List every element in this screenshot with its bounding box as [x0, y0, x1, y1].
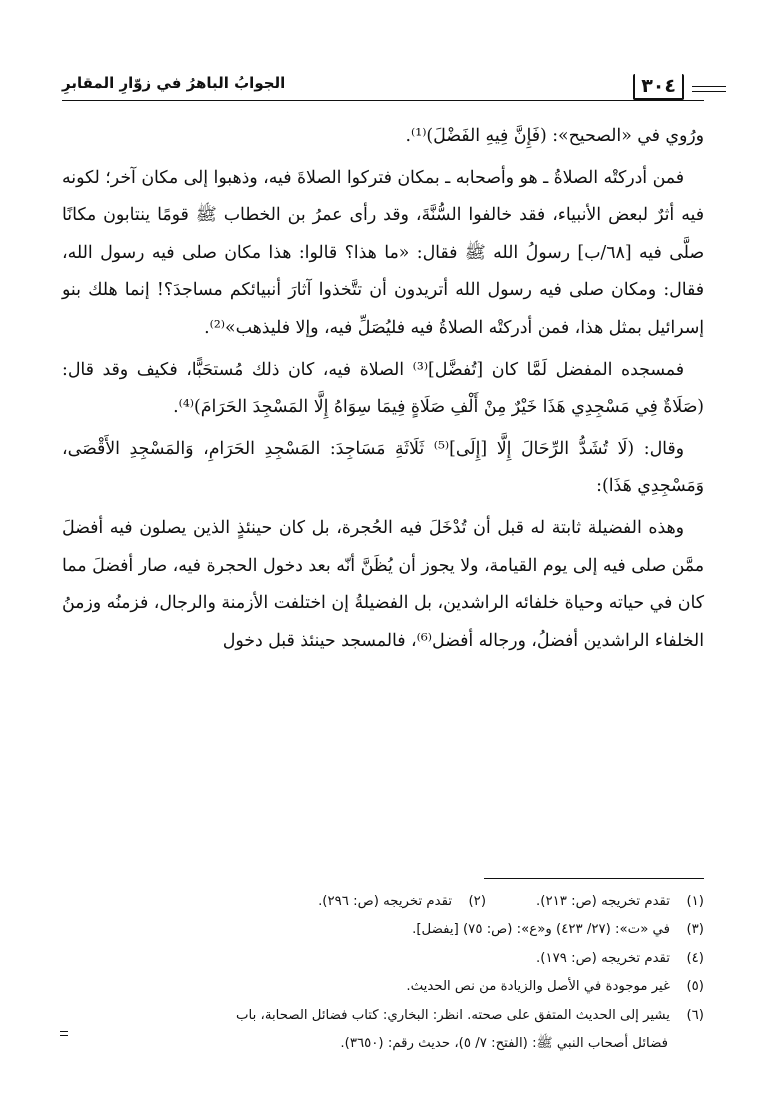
header-ornament [692, 86, 726, 92]
footnote-6-continued [62, 1030, 704, 1058]
footnote-6 [62, 1002, 704, 1030]
paragraph-4: وقال: (لَا تُشَدُّ الرِّحَالَ إِلَّا [إِلَى]⁽⁵⁾ ثَلَاثَةِ مَسَاجِدَ: المَسْجِدِ الحَرَامِ، وَالمَسْجِدِ الأَقْصَى، وَمَسْجِدِي هَذَا): [62, 438, 704, 497]
footnote-1 [536, 888, 704, 916]
footnote-text: تقدم تخريجه (ص: ٢١٣). [536, 894, 670, 909]
footnote-text: غير موجودة في الأصل والزيادة من نص الحديث. [406, 979, 670, 995]
main-text [62, 118, 704, 660]
paragraph-1: ورُوي في «الصحيح»: (فَإِنَّ فِيهِ الفَضْلَ)⁽¹⁾. [405, 126, 704, 146]
footnote-3 [62, 916, 704, 944]
paragraph-5: وهذه الفضيلة ثابتة له قبل أن تُدْخَلَ فيه الحُجرة، بل كان حينئذٍ الذين يصلون فيه أفضلَ ممَّن صلى فيه إلى يوم القيامة، ولا يجوز أن يُظَنَّ أنّه بعد دخول الحجرة فيه، صار أفضلَ مما كان في حياته وحياة خلفائه الراشدين، بل الفضيلةُ إن اختلفت الأزمنة والرجال، فزمنُه وزمنُ الخلفاء الراشدين أفضلُ، ورجاله أفضل⁽⁶⁾، فالمسجد حينئذ قبل دخول [62, 517, 704, 651]
book-page [62, 68, 704, 1058]
footnote-number: (٤) [686, 950, 704, 966]
footnote-number: (٥) [686, 979, 704, 995]
footnote-text: تقدم تخريجه (ص: ١٧٩). [536, 950, 670, 966]
footnote-4 [62, 945, 704, 973]
footnote-text: فضائل أصحاب النبي ﷺ: (الفتح: ٧/ ٥)، حديث رقم: (٣٦٥٠). [340, 1036, 668, 1052]
footnote-number: (٢) [468, 894, 487, 909]
footnote-5 [62, 973, 704, 1001]
running-title: الجوابُ الباهرُ في زوّارِ المقابرِ [62, 74, 286, 92]
footnote-number: (١) [686, 894, 704, 909]
footnote-number: (٣) [686, 922, 704, 938]
footnote-separator [484, 878, 704, 879]
header-rule [62, 100, 704, 101]
footnote-2 [318, 888, 486, 916]
footnote-text: يشير إلى الحديث المتفق على صحته. انظر: البخاري: كتاب فضائل الصحابة، باب [236, 1007, 670, 1023]
running-header [62, 68, 704, 104]
footnote-text: في «ت»: (٢٧/ ٤٢٣) و«ع»: (ص: ٧٥) [يفضل]. [412, 922, 670, 938]
footnote-row [62, 888, 704, 916]
footnotes [62, 888, 704, 1058]
paragraph-2: فمن أدركتْه الصلاةُ ـ هو وأصحابه ـ بمكان فتركوا الصلاةَ فيه، وذهبوا إلى مكان آخر؛ لكونه فيه أثرٌ لبعض الأنبياء، فقد خالفوا السُّنَّةَ، وقد رأى عمرُ بن الخطاب ﷺ قومًا ينتابون مكانًا صلَّى فيه [٦٨/ب] رسولُ الله ﷺ فقال: «ما هذا؟ قالوا: هذا مكان صلى فيه رسول الله، فقال: ومكان صلى فيه رسول الله أتريدون أن تتَّخذوا آثارَ أنبيائكم مساجدَ؟! إنما هلك بنو إسرائيل بمثل هذا، فمن أدركتْه الصلاةُ فيه فليُصَلِّ فيه، وإلا فليذهب»⁽²⁾. [62, 167, 704, 338]
page-number: ٣٠٤ [633, 74, 684, 100]
footnote-text: تقدم تخريجه (ص: ٢٩٦). [318, 894, 453, 909]
paragraph-3: فمسجده المفضل لَمَّا كان [تُفضَّل]⁽³⁾ الصلاة فيه، كان ذلك مُستحَبًّا، فكيف وقد قال: (صَلَاةٌ فِي مَسْجِدِي هَذَا خَيْرٌ مِنْ أَلْفِ صَلَاةٍ فِيمَا سِوَاهُ إِلَّا المَسْجِدَ الحَرَامَ)⁽⁴⁾. [62, 359, 704, 418]
margin-mark [60, 1031, 68, 1036]
footnote-number: (٦) [686, 1007, 704, 1023]
